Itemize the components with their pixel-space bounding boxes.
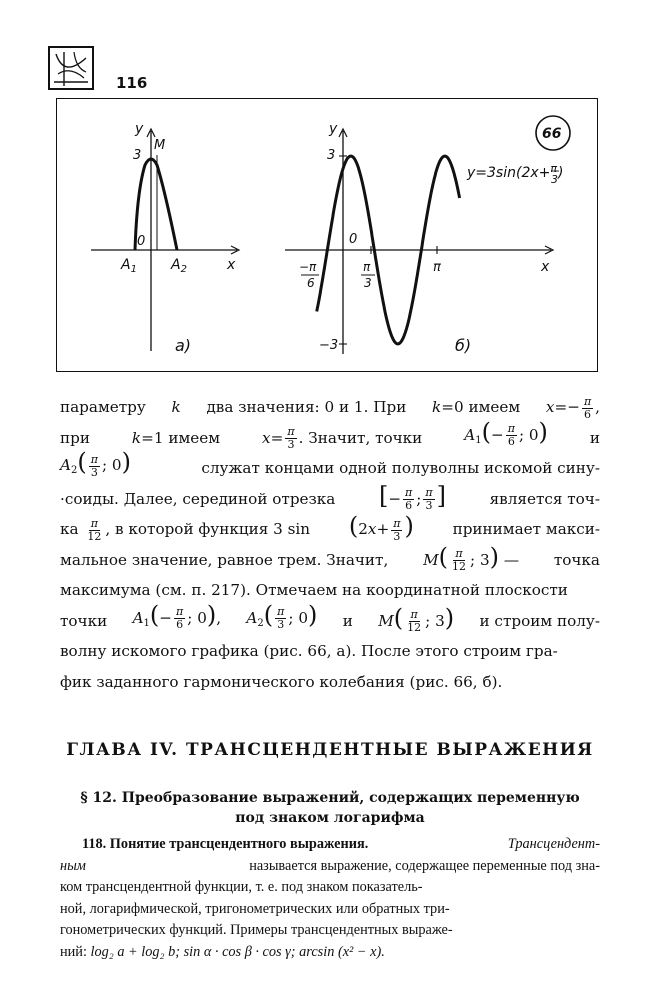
para-line-4: ной, логарифмической, тригонометрических или обратных три-: [60, 900, 450, 917]
panel-a-point-m: M: [154, 138, 166, 153]
panel-b-tick-label-pi3-den: 3: [364, 276, 372, 290]
text-line-4: ·соиды. Далее, серединой отрезка [− $\frac{\pi}{6}$ ; $\frac{\pi}{3}$ ] является точ-: [60, 481, 600, 512]
text-line-6: мальное значение, равное трем. Значит, M( $\frac{\pi}{12}$ ; 3) — точка: [60, 542, 600, 573]
paragraph-heading: 118. Понятие трансцендентного выражения.: [82, 836, 369, 852]
section-title-line-1: § 12. Преобразование выражений, содержащих переменную: [80, 790, 580, 806]
chapter-title: ГЛАВА IV. ТРАНСЦЕНДЕНТНЫЕ ВЫРАЖЕНИЯ: [66, 740, 594, 760]
para-line-3: ком трансцендентной функции, т. е. под знаком показатель-: [60, 879, 423, 895]
paragraph-term: Трансцендент-: [507, 836, 600, 852]
panel-a-origin: 0: [137, 234, 146, 249]
text-line-7: максимума (см. п. 217). Отмечаем на координатной плоскости: [60, 581, 568, 599]
text-line-10: фик заданного гармонического колебания (рис. 66, б).: [60, 672, 503, 691]
para-line-2: ным называется выражение, содержащее переменные под зна-: [60, 857, 600, 874]
panel-b-y-min: −3: [319, 338, 339, 353]
section-title: [60, 788, 600, 828]
book-logo-icon: [48, 46, 94, 90]
panel-a-point-a2: $A_2$: [171, 257, 187, 275]
panel-b-tick-label-pi3-num: π: [363, 260, 371, 274]
panel-b-tick-label-neg-pi6-den: 6: [307, 276, 315, 290]
panel-a-caption: а): [175, 336, 192, 355]
panel-b-y-max: 3: [327, 148, 336, 163]
para-line-1: [60, 834, 600, 856]
text-line-8: точки $A_1(-$ $\frac{\pi}{6}$ ; 0), $A_2$( $\frac{\pi}{3}$ ; 0) и M( $\frac{\pi}{12}$ ; 3) и строим полу-: [60, 600, 600, 634]
figure-66-graphics: [57, 99, 599, 373]
page-number: 116: [116, 74, 148, 92]
panel-b-tick-label-pi: π: [433, 260, 441, 275]
panel-a: [91, 121, 239, 355]
panel-b-y-label: y: [329, 121, 338, 137]
panel-b: [285, 121, 553, 355]
text-line-5: ка $\frac{\pi}{12}$ , в которой функция 3 sin (2x+ $\frac{\pi}{3}$ ) принимает макси-: [60, 512, 600, 543]
panel-a-point-a1: $A_1$: [121, 257, 137, 275]
figure-number: 66: [542, 126, 562, 142]
section-title-line-2: под знаком логарифма: [235, 810, 425, 826]
body-text: [60, 392, 600, 697]
para-line-6: ний: log₂ a + log₂ b; sin α · cos β · cos γ; arcsin (x² − x).: [60, 943, 385, 960]
paragraph-118: [60, 834, 600, 963]
para-line-5: гонометрических функций. Примеры трансцендентных выраже-: [60, 922, 453, 938]
panel-b-caption: б): [455, 336, 472, 355]
text-line-3: $A_2$( $\frac{\pi}{3}$ ; 0) служат концами одной полуволны искомой сину-: [60, 448, 600, 479]
panel-a-max-label: 3: [133, 148, 142, 163]
figure-equation: y=3sin(2x+$^\pi$ 3): [467, 162, 564, 186]
panel-a-x-label: x: [227, 257, 236, 273]
text-line-1: параметру k два значения: 0 и 1. При k=0 имеем x=− $\frac{\pi}{6}$ ,: [60, 394, 600, 421]
figure-66: [56, 98, 598, 372]
panel-a-y-label: y: [135, 121, 144, 137]
text-line-2: при k=1 имеем x= $\frac{\pi}{3}$ . Значит, точки $A_1(-$ $\frac{\pi}{6}$ ; 0) и: [60, 417, 600, 451]
panel-b-x-label: x: [541, 259, 550, 275]
text-line-9: волну искомого графика (рис. 66, а). После этого строим гра-: [60, 642, 558, 660]
panel-b-origin: 0: [349, 232, 358, 247]
panel-b-tick-label-neg-pi6-num: −π: [299, 260, 317, 274]
